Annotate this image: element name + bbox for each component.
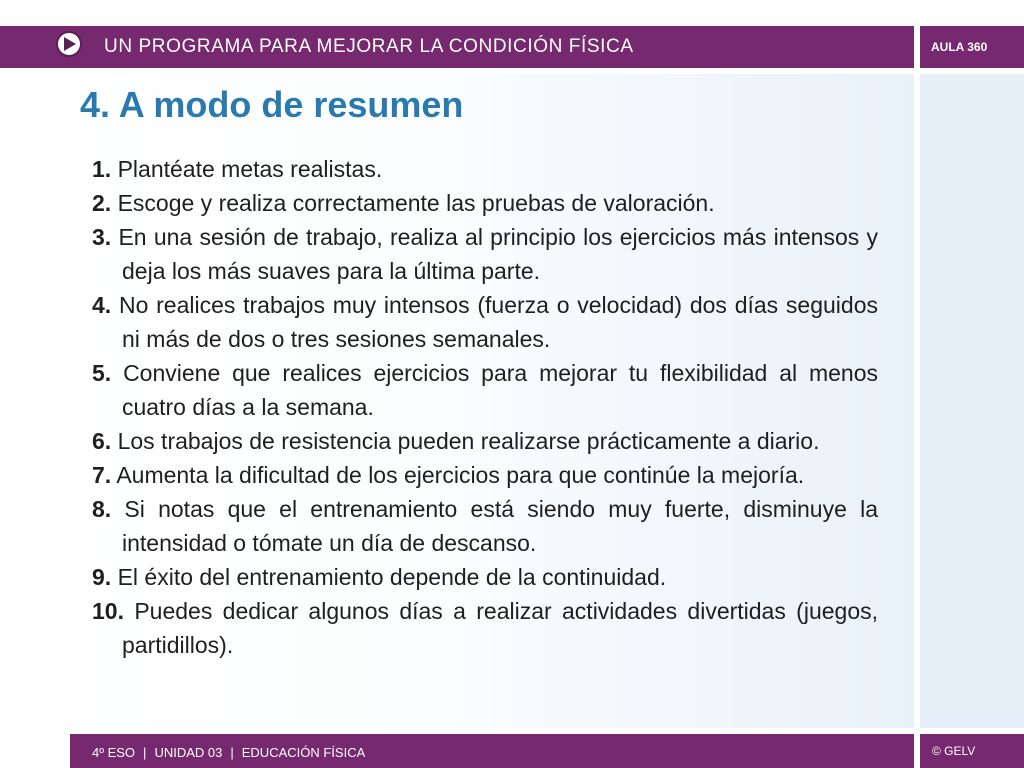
summary-item-10 (92, 594, 878, 662)
item-text: El éxito del entrenamiento depende de la continuidad. (117, 564, 667, 590)
summary-item-7 (92, 458, 878, 492)
item-number: 5. (92, 360, 112, 386)
summary-list (92, 152, 878, 662)
item-number: 6. (92, 428, 112, 454)
slide-title: 4. A modo de resumen (80, 84, 464, 125)
item-number: 10. (92, 598, 124, 624)
item-text: Los trabajos de resistencia pueden realizarse prácticamente a diario. (117, 428, 820, 454)
side-panel (920, 74, 1024, 728)
summary-item-5 (92, 356, 878, 424)
item-number: 2. (92, 190, 112, 216)
play-triangle-icon (64, 37, 76, 51)
item-text: En una sesión de trabajo, realiza al principio los ejercicios más intensos y deja los más suaves para la última parte. (118, 224, 878, 284)
header-title: UN PROGRAMA PARA MEJORAR LA CONDICIÓN FÍSICA (104, 36, 634, 57)
item-text: Si notas que el entrenamiento está siendo muy fuerte, disminuye la intensidad o tómate un día de descanso. (122, 496, 879, 556)
item-number: 3. (92, 224, 112, 250)
footer-copyright: © GELV (932, 744, 976, 758)
summary-item-6 (92, 424, 878, 458)
summary-item-2 (92, 186, 878, 220)
item-text: Aumenta la dificultad de los ejercicios para que continúe la mejoría. (116, 462, 805, 488)
item-number: 9. (92, 564, 112, 590)
item-text: Plantéate metas realistas. (117, 156, 383, 182)
item-number: 7. (92, 462, 112, 488)
footer-course-info (92, 745, 365, 760)
item-number: 1. (92, 156, 112, 182)
summary-item-4 (92, 288, 878, 356)
play-circle-icon[interactable] (56, 31, 82, 57)
footer-separator: | (230, 745, 234, 760)
item-number: 4. (92, 292, 112, 318)
footer-course: 4º ESO (92, 745, 136, 760)
item-text: Conviene que realices ejercicios para mejorar tu flexibilidad al menos cuatro días a la semana. (122, 360, 878, 420)
item-text: Escoge y realiza correctamente las pruebas de valoración. (117, 190, 715, 216)
summary-item-8 (92, 492, 878, 560)
item-number: 8. (92, 496, 112, 522)
footer-separator: | (143, 745, 147, 760)
footer-subject: EDUCACIÓN FÍSICA (241, 745, 366, 760)
footer-unit: UNIDAD 03 (154, 745, 223, 760)
item-text: Puedes dedicar algunos días a realizar actividades divertidas (juegos, partidillos). (122, 598, 879, 658)
aula-badge: AULA 360 (931, 40, 988, 54)
item-text: No realices trabajos muy intensos (fuerza o velocidad) dos días seguidos ni más de dos o tres sesiones semanales. (118, 292, 878, 352)
summary-item-1 (92, 152, 878, 186)
summary-item-3 (92, 220, 878, 288)
summary-item-9 (92, 560, 878, 594)
